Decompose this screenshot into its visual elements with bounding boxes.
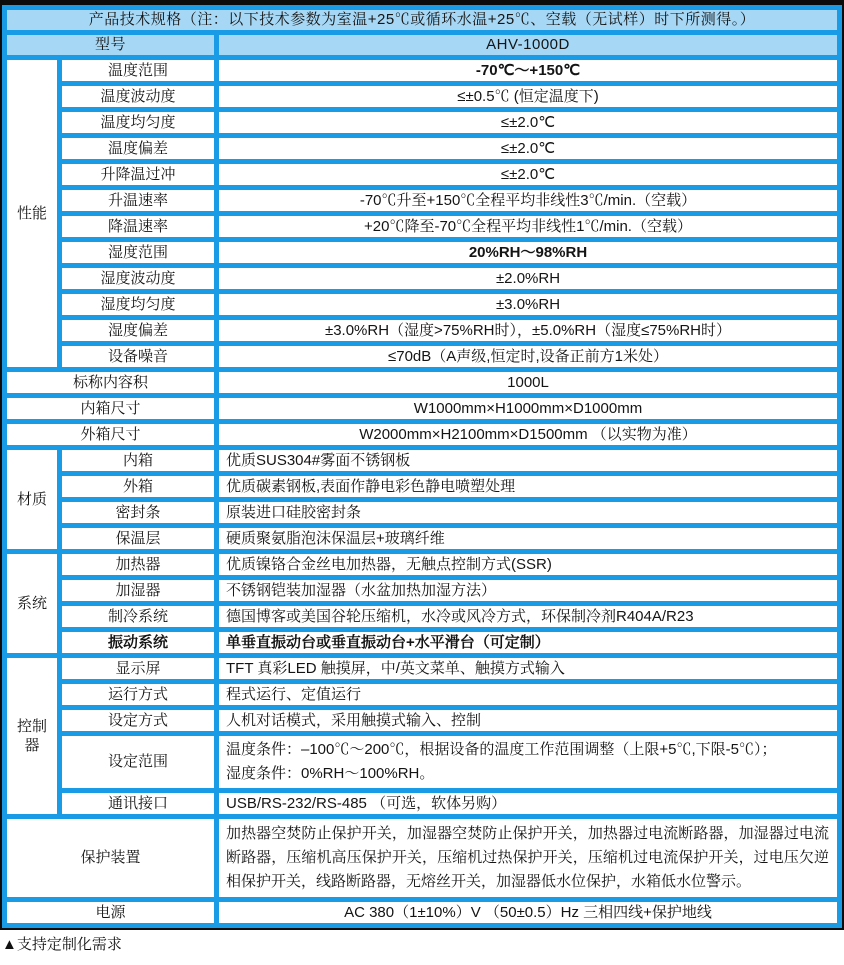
row-value: +20℃降至-70℃全程平均非线性1℃/min.（空载） [219,216,837,237]
section-system: 系统 [7,554,57,653]
row-label: 设备噪音 [62,346,214,367]
row-value: 优质SUS304#雾面不锈钢板 [219,450,837,471]
row-label: 显示屏 [62,658,214,679]
spec-row [7,112,837,133]
spec-row [7,502,837,523]
row-label: 电源 [7,902,214,923]
spec-row [7,606,837,627]
row-label: 内箱尺寸 [7,398,214,419]
row-value: ±3.0%RH（湿度>75%RH时），±5.0%RH（湿度≤75%RH时） [219,320,837,341]
row-label: 升温速率 [62,190,214,211]
table-title: 产品技术规格（注：以下技术参数为室温+25℃或循环水温+25℃、空载（无试样）时下所测得。） [7,10,837,30]
spec-row [7,294,837,315]
spec-row [7,710,837,731]
row-label: 振动系统 [62,632,214,653]
row-value: TFT 真彩LED 触摸屏，中/英文菜单、触摸方式输入 [219,658,837,679]
spec-row [7,86,837,107]
spec-row [7,736,837,788]
spec-row [7,216,837,237]
spec-row [7,819,837,897]
spec-row [7,398,837,419]
spec-row [7,320,837,341]
spec-row [7,580,837,601]
row-label: 加热器 [62,554,214,575]
row-label: 湿度波动度 [62,268,214,289]
setting-range-line1: 温度条件：–100℃～200℃，根据设备的温度工作范围调整（上限+5℃,下限-5℃）； [226,741,777,758]
row-value: W2000mm×H2100mm×D1500mm （以实物为准） [219,424,837,445]
spec-row [7,684,837,705]
row-label: 降温速率 [62,216,214,237]
row-value: W1000mm×H1000mm×D1000mm [219,398,837,419]
spec-row [7,190,837,211]
row-label: 通讯接口 [62,793,214,814]
row-value: 人机对话模式，采用触摸式输入、控制 [219,710,837,731]
spec-row [7,450,837,471]
row-label: 内箱 [62,450,214,471]
spec-row [7,528,837,549]
row-value: 程式运行、定值运行 [219,684,837,705]
model-value: AHV-1000D [219,35,837,55]
row-label: 设定范围 [62,736,214,788]
row-value: ±2.0%RH [219,268,837,289]
spec-row [7,346,837,367]
row-label: 密封条 [62,502,214,523]
row-value: ≤±2.0℃ [219,138,837,159]
spec-row [7,268,837,289]
row-label: 温度偏差 [62,138,214,159]
section-material: 材质 [7,450,57,549]
row-label: 温度波动度 [62,86,214,107]
row-label: 温度范围 [62,60,214,81]
row-value: 优质碳素钢板,表面作静电彩色静电喷塑处理 [219,476,837,497]
row-label: 外箱尺寸 [7,424,214,445]
row-value: 原装进口硅胶密封条 [219,502,837,523]
row-value: -70℃～+150℃ [219,60,837,81]
power-value: AC 380（1±10%）V （50±0.5）Hz 三相四线+保护地线 [219,902,837,923]
row-label: 标称内容积 [7,372,214,393]
row-label: 运行方式 [62,684,214,705]
row-label: 加湿器 [62,580,214,601]
row-value: USB/RS-232/RS-485 （可选，软体另购） [219,793,837,814]
row-value: 硬质聚氨脂泡沫保温层+玻璃纤维 [219,528,837,549]
spec-row [7,902,837,923]
setting-range-line2: 湿度条件：0%RH～100%RH。 [226,765,435,782]
row-value: ≤±2.0℃ [219,164,837,185]
row-value: ≤70dB（A声级,恒定时,设备正前方1米处） [219,346,837,367]
row-label: 外箱 [62,476,214,497]
row-label: 升降温过冲 [62,164,214,185]
spec-row [7,138,837,159]
spec-row [7,424,837,445]
row-label: 设定方式 [62,710,214,731]
table-title-row [7,10,837,30]
row-label: 保温层 [62,528,214,549]
spec-row [7,793,837,814]
row-value: 20%RH～98%RH [219,242,837,263]
row-label: 湿度均匀度 [62,294,214,315]
model-row [7,35,837,55]
section-performance: 性能 [7,60,57,367]
row-value: 1000L [219,372,837,393]
row-value: ±3.0%RH [219,294,837,315]
spec-row [7,164,837,185]
row-value: -70℃升至+150℃全程平均非线性3℃/min.（空载） [219,190,837,211]
row-label: 温度均匀度 [62,112,214,133]
row-value: ≤±2.0℃ [219,112,837,133]
protection-value: 加热器空焚防止保护开关，加湿器空焚防止保护开关，加热器过电流断路器，加湿器过电流断路器，压缩机高压保护开关，压缩机过热保护开关，压缩机过电流保护开关，过电压欠逆相保护开关，线路断路器，无熔丝开关，加湿器低水位保护，水箱低水位警示。 [219,819,837,897]
row-value: 德国博客或美国谷轮压缩机，水冷或风冷方式，环保制冷剂R404A/R23 [219,606,837,627]
row-label: 制冷系统 [62,606,214,627]
row-value: ≤±0.5℃ (恒定温度下) [219,86,837,107]
row-value [219,736,837,788]
section-controller: 控制器 [7,658,57,814]
customization-note: ▲支持定制化需求 [2,936,122,953]
row-value: 不锈钢铠装加湿器（水盆加热加湿方法） [219,580,837,601]
row-label: 湿度范围 [62,242,214,263]
row-value: 单垂直振动台或垂直振动台+水平滑台（可定制） [219,632,837,653]
model-label: 型号 [7,35,214,55]
spec-row [7,242,837,263]
spec-row [7,658,837,679]
spec-row [7,554,837,575]
row-value: 优质镍铬合金丝电加热器，无触点控制方式(SSR) [219,554,837,575]
spec-row [7,632,837,653]
row-label: 保护装置 [7,819,214,897]
spec-row [7,372,837,393]
spec-row [7,60,837,81]
spec-row [7,476,837,497]
row-label: 湿度偏差 [62,320,214,341]
